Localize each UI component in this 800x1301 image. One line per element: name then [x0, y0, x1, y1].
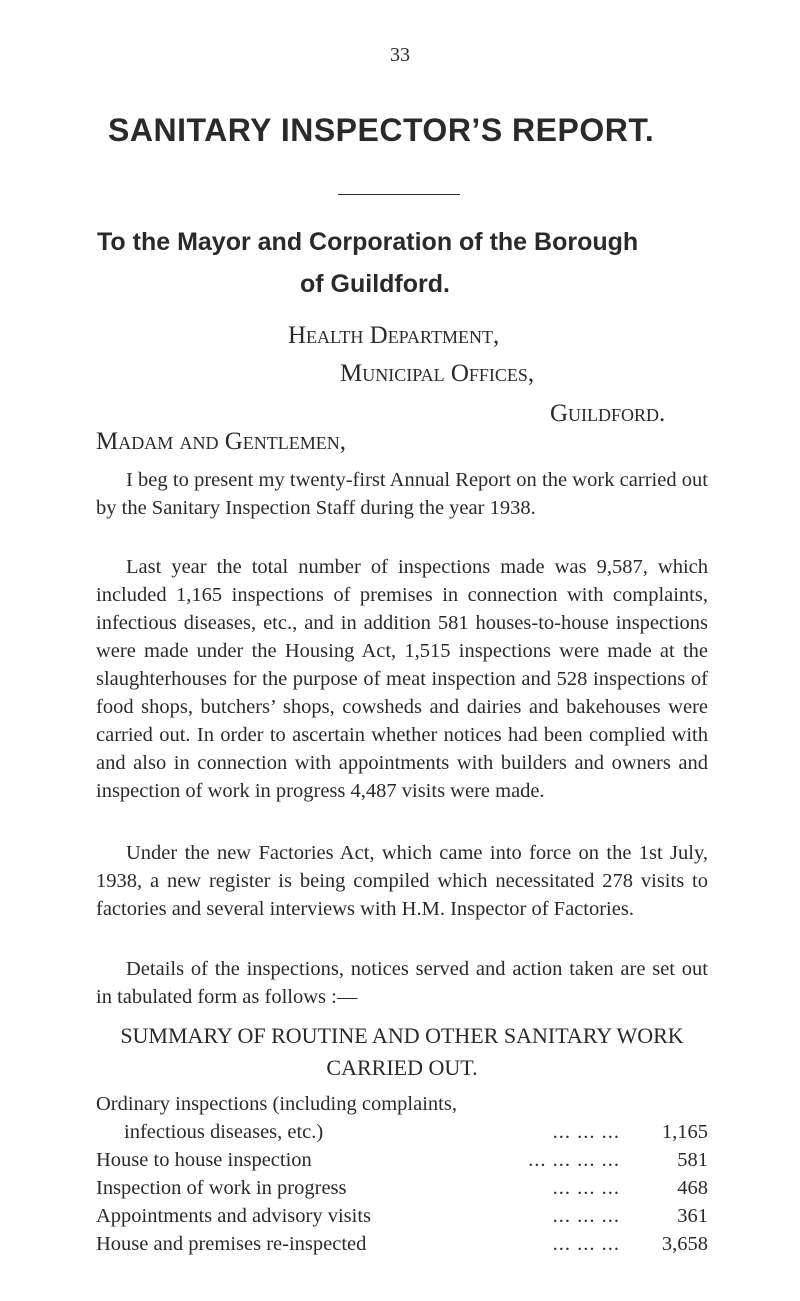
addressee-line-1: To the Mayor and Corporation of the Borough [97, 228, 639, 256]
summary-row-value: 1,165 [661, 1121, 708, 1143]
address-line-1: Health Department, [288, 322, 500, 349]
summary-row-leader: ... ... ... [552, 1121, 620, 1143]
summary-row-label: Inspection of work in progress [96, 1177, 347, 1199]
addressee-line-2: of Guildford. [300, 270, 450, 298]
page-number: 33 [390, 44, 410, 66]
address-line-3: Guildford. [550, 400, 666, 427]
paragraph-3: Under the new Factories Act, which came into force on the 1st July, 1938, a new register is being compiled which necessitated 278 visits to factories and several interviews with H.M. Inspector of Factories. [96, 842, 708, 920]
paragraph-2: Last year the total number of inspections made was 9,587, which included 1,165 inspections of premises in connection with complaints, infectious diseases, etc., and in addition 581 houses-to-house inspections were made under the Housing Act, 1,515 inspections were made at the slaughterhouses for the purpose of meat inspection and 528 inspections of food shops, butchers’ shops, cowsheds and dairies and bakehouses were carried out. In order to ascertain whether notices had been complied with and also in connection with appointments with builders and owners and inspection of work in progress 4,487 visits were made. [96, 556, 708, 802]
summary-row-leader: ... ... ... [552, 1233, 620, 1255]
summary-row-label [96, 1090, 457, 1146]
summary-list [96, 1090, 708, 1258]
title-divider [338, 194, 460, 195]
summary-row-value: 468 [677, 1177, 708, 1199]
summary-row-value: 581 [677, 1149, 708, 1171]
summary-row-label: House and premises re-inspected [96, 1233, 367, 1255]
summary-row [96, 1174, 708, 1202]
salutation: Madam and Gentlemen, [96, 428, 347, 455]
summary-row-value: 361 [677, 1205, 708, 1227]
report-title: SANITARY INSPECTOR’S REPORT. [108, 112, 655, 148]
summary-row-label: House to house inspection [96, 1149, 312, 1171]
paragraph-1: I beg to present my twenty-first Annual Report on the work carried out by the Sanitary Inspection Staff during the year 1938. [96, 469, 708, 519]
summary-row-value: 3,658 [661, 1233, 708, 1255]
summary-row [96, 1230, 708, 1258]
summary-row-leader: ... ... ... [552, 1177, 620, 1199]
summary-row-label-line-2: infectious diseases, etc.) [124, 1121, 324, 1143]
summary-heading: SUMMARY OF ROUTINE AND OTHER SANITARY WORK CARRIED OUT. [120, 1023, 684, 1080]
summary-row [96, 1146, 708, 1174]
summary-row-leader: ... ... ... ... [528, 1149, 620, 1171]
address-line-2: Municipal Offices, [340, 360, 535, 387]
summary-row-label-line-1: Ordinary inspections (including complaints, [96, 1093, 457, 1115]
paragraph-4: Details of the inspections, notices served and action taken are set out in tabulated form as follows :— [96, 958, 708, 1008]
summary-row [96, 1090, 708, 1146]
summary-row [96, 1202, 708, 1230]
summary-row-leader: ... ... ... [552, 1205, 620, 1227]
summary-row-label: Appointments and advisory visits [96, 1205, 372, 1227]
